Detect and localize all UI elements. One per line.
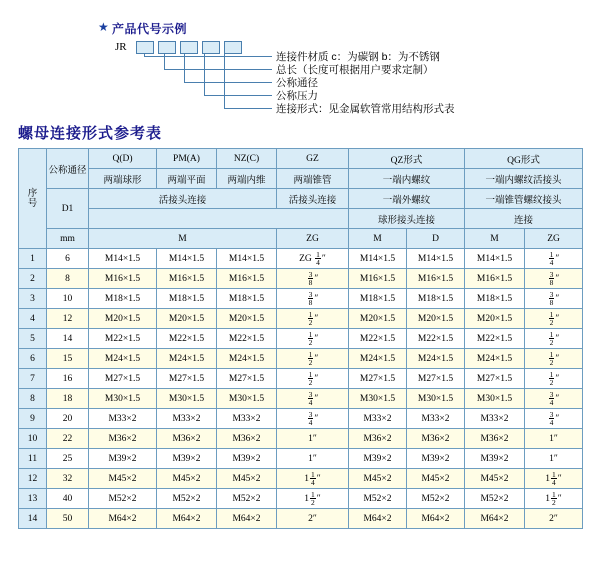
header-group-pm-code: PM(A) [157,149,217,169]
cell-qz-m: M20×1.5 [349,309,407,329]
cell-nz: M33×2 [217,409,277,429]
table-row [19,249,583,269]
leader-line-h5 [224,108,272,109]
cell-qg-m: M14×1.5 [465,249,525,269]
legend-nominal-diameter: 公称通径 [276,77,318,89]
cell-gz: $\frac{3}{4}$ ″ [277,409,349,429]
cell-nz: M45×2 [217,469,277,489]
cell-q: M20×1.5 [89,309,157,329]
cell-q: M52×2 [89,489,157,509]
cell-q: M16×1.5 [89,269,157,289]
cell-gz: $\frac{1}{2}$ ″ [277,349,349,369]
cell-dn: 25 [47,449,89,469]
cell-seq: 2 [19,269,47,289]
header-group-qg-code: QG形式 [465,149,583,169]
cell-qg-zg: $\frac{1}{2}$ ″ [525,349,583,369]
cell-qg-zg: $\frac{1}{2}$ ″ [525,369,583,389]
cell-qz-d: M64×2 [407,509,465,529]
header-d1: D1 [47,189,89,229]
cell-q: M45×2 [89,469,157,489]
cell-qg-zg: 2″ [525,509,583,529]
cell-dn: 18 [47,389,89,409]
cell-q: M27×1.5 [89,369,157,389]
star-icon: ★ [98,20,109,34]
header-gz-type: 两端锥管 [277,169,349,189]
nut-connection-table [18,148,583,529]
cell-qg-m: M22×1.5 [465,329,525,349]
cell-q: M14×1.5 [89,249,157,269]
cell-qg-zg: $\frac{3}{4}$ ″ [525,409,583,429]
cell-qg-m: M52×2 [465,489,525,509]
cell-pm: M30×1.5 [157,389,217,409]
cell-gz: $\frac{3}{4}$ ″ [277,389,349,409]
cell-seq: 11 [19,449,47,469]
cell-qg-m: M24×1.5 [465,349,525,369]
cell-qg-zg: $\frac{3}{8}$ ″ [525,269,583,289]
header-q-joint: 活接头连接 [89,189,277,209]
legend-nominal-pressure: 公称压力 [276,90,318,102]
table-row [19,389,583,409]
cell-seq: 5 [19,329,47,349]
cell-qg-m: M27×1.5 [465,369,525,389]
nut-connection-table-wrapper [18,148,582,529]
cell-qz-d: M36×2 [407,429,465,449]
cell-nz: M39×2 [217,449,277,469]
header-group-nz-code: NZ(C) [217,149,277,169]
cell-dn: 32 [47,469,89,489]
cell-gz: 1″ [277,429,349,449]
code-box-2 [158,41,176,54]
cell-qz-m: M39×2 [349,449,407,469]
header-group-qz-code: QZ形式 [349,149,465,169]
cell-qz-d: M52×2 [407,489,465,509]
cell-qg-zg: $\frac{1}{4}$ ″ [525,249,583,269]
cell-nz: M52×2 [217,489,277,509]
legend-connection-type: 连接形式：见金属软管常用结构形式表 [276,103,455,115]
cell-dn: 6 [47,249,89,269]
cell-pm: M36×2 [157,429,217,449]
cell-nz: M24×1.5 [217,349,277,369]
cell-seq: 12 [19,469,47,489]
cell-qg-m: M33×2 [465,409,525,429]
cell-pm: M22×1.5 [157,329,217,349]
cell-pm: M20×1.5 [157,309,217,329]
cell-qz-d: M27×1.5 [407,369,465,389]
cell-dn: 10 [47,289,89,309]
cell-qg-zg: 1″ [525,429,583,449]
table-row [19,509,583,529]
table-row [19,329,583,349]
table-row [19,269,583,289]
cell-qg-m: M64×2 [465,509,525,529]
cell-qg-zg: $\frac{1}{2}$ ″ [525,309,583,329]
header-unit-m: M [89,229,277,249]
cell-nz: M36×2 [217,429,277,449]
cell-seq: 3 [19,289,47,309]
cell-dn: 22 [47,429,89,449]
cell-pm: M27×1.5 [157,369,217,389]
header-seq [19,149,47,249]
cell-gz: $\frac{3}{8}$ ″ [277,289,349,309]
header-qg-joint: 连接 [465,209,583,229]
cell-qg-m: M16×1.5 [465,269,525,289]
header-pm-type: 两端平面 [157,169,217,189]
header-qz-unit-d: D [407,229,465,249]
cell-gz: $\frac{1}{2}$ ″ [277,309,349,329]
cell-nz: M30×1.5 [217,389,277,409]
cell-q: M30×1.5 [89,389,157,409]
cell-pm: M24×1.5 [157,349,217,369]
header-qg-unit-m: M [465,229,525,249]
cell-qg-m: M39×2 [465,449,525,469]
legend-length: 总长（长度可根据用户要求定制） [276,64,434,76]
cell-pm: M18×1.5 [157,289,217,309]
cell-q: M22×1.5 [89,329,157,349]
cell-gz: 1″ [277,449,349,469]
page-title: 螺母连接形式参考表 [18,125,163,142]
table-header-row-5 [19,229,583,249]
product-code-prefix: JR [115,41,127,53]
cell-q: M18×1.5 [89,289,157,309]
cell-nz: M22×1.5 [217,329,277,349]
header-qg-type1: 一端内螺纹活接头 [465,169,583,189]
cell-dn: 16 [47,369,89,389]
cell-nz: M18×1.5 [217,289,277,309]
table-row [19,349,583,369]
table-row [19,289,583,309]
product-code-diagram [0,0,600,118]
cell-pm: M16×1.5 [157,269,217,289]
cell-pm: M33×2 [157,409,217,429]
leader-line-h4 [204,95,272,96]
cell-dn: 40 [47,489,89,509]
table-row [19,429,583,449]
cell-qz-d: M18×1.5 [407,289,465,309]
header-mm: mm [47,229,89,249]
cell-qg-m: M30×1.5 [465,389,525,409]
cell-qz-m: M64×2 [349,509,407,529]
cell-seq: 14 [19,509,47,529]
header-qz-type1: 一端内螺纹 [349,169,465,189]
cell-qg-m: M20×1.5 [465,309,525,329]
cell-qg-m: M36×2 [465,429,525,449]
cell-qz-m: M30×1.5 [349,389,407,409]
table-row [19,469,583,489]
cell-gz: 1 $\frac{1}{2}$ ″ [277,489,349,509]
cell-pm: M45×2 [157,469,217,489]
table-row [19,309,583,329]
cell-q: M33×2 [89,409,157,429]
header-nz-type: 两端内维 [217,169,277,189]
table-row [19,369,583,389]
header-qz-type2: 一端外螺纹 [349,189,465,209]
diagram-title: 产品代号示例 [112,22,188,36]
leader-line-v3 [184,53,185,82]
cell-gz: $\frac{1}{2}$ ″ [277,329,349,349]
table-header-row-3 [19,189,583,209]
cell-qz-m: M33×2 [349,409,407,429]
cell-dn: 50 [47,509,89,529]
cell-q: M36×2 [89,429,157,449]
cell-qz-m: M22×1.5 [349,329,407,349]
cell-nz: M20×1.5 [217,309,277,329]
cell-qg-m: M18×1.5 [465,289,525,309]
table-header-row-2 [19,169,583,189]
header-qz-joint: 球形接头连接 [349,209,465,229]
cell-seq: 4 [19,309,47,329]
cell-qz-m: M36×2 [349,429,407,449]
cell-nz: M16×1.5 [217,269,277,289]
header-qg-unit-zg: ZG [525,229,583,249]
cell-qz-m: M16×1.5 [349,269,407,289]
table-row [19,409,583,429]
header-group-gz-code: GZ [277,149,349,169]
cell-gz: 2″ [277,509,349,529]
cell-seq: 1 [19,249,47,269]
header-group-q-code: Q(D) [89,149,157,169]
cell-qz-d: M39×2 [407,449,465,469]
cell-qz-d: M20×1.5 [407,309,465,329]
legend-material: 连接件材质 c：为碳钢 b：为不锈钢 [276,51,440,63]
cell-pm: M64×2 [157,509,217,529]
cell-qz-d: M22×1.5 [407,329,465,349]
table-row [19,489,583,509]
product-code-boxes [136,41,242,54]
leader-line-h2 [164,69,272,70]
cell-dn: 8 [47,269,89,289]
cell-nz: M14×1.5 [217,249,277,269]
leader-line-h3 [184,82,272,83]
cell-pm: M52×2 [157,489,217,509]
header-unit-zg: ZG [277,229,349,249]
header-q-type: 两端球形 [89,169,157,189]
header-qg-type2: 一端锥管螺纹接头 [465,189,583,209]
header-dn: 公称通径 [47,149,89,189]
cell-dn: 20 [47,409,89,429]
cell-qz-m: M18×1.5 [349,289,407,309]
cell-qz-d: M24×1.5 [407,349,465,369]
cell-dn: 14 [47,329,89,349]
table-header-row-4 [19,209,583,229]
cell-q: M39×2 [89,449,157,469]
cell-qg-zg: $\frac{3}{8}$ ″ [525,289,583,309]
leader-line-v5 [224,53,225,108]
cell-gz: ZG $\frac{1}{4}$ ″ [277,249,349,269]
cell-qz-d: M30×1.5 [407,389,465,409]
cell-nz: M27×1.5 [217,369,277,389]
cell-qg-zg: 1 $\frac{1}{4}$ ″ [525,469,583,489]
table-row [19,449,583,469]
cell-qg-zg: 1″ [525,449,583,469]
header-qz-unit-m: M [349,229,407,249]
cell-q: M64×2 [89,509,157,529]
cell-qz-d: M45×2 [407,469,465,489]
cell-gz: 1 $\frac{1}{4}$ ″ [277,469,349,489]
cell-qz-d: M14×1.5 [407,249,465,269]
cell-qz-m: M27×1.5 [349,369,407,389]
code-box-3 [180,41,198,54]
cell-dn: 15 [47,349,89,369]
cell-qg-zg: $\frac{1}{2}$ ″ [525,329,583,349]
cell-dn: 12 [47,309,89,329]
leader-line-v2 [164,53,165,69]
header-seq-label: 序 号 [27,187,38,209]
cell-seq: 10 [19,429,47,449]
cell-qg-m: M45×2 [465,469,525,489]
cell-seq: 8 [19,389,47,409]
cell-qz-m: M52×2 [349,489,407,509]
cell-seq: 7 [19,369,47,389]
cell-nz: M64×2 [217,509,277,529]
cell-pm: M39×2 [157,449,217,469]
header-gz-joint: 活接头连接 [277,189,349,209]
leader-line-v4 [204,53,205,95]
cell-gz: $\frac{3}{8}$ ″ [277,269,349,289]
cell-seq: 13 [19,489,47,509]
cell-qz-d: M16×1.5 [407,269,465,289]
cell-qz-m: M14×1.5 [349,249,407,269]
cell-pm: M14×1.5 [157,249,217,269]
code-box-1 [136,41,154,54]
cell-seq: 9 [19,409,47,429]
table-body [19,249,583,529]
code-box-5 [224,41,242,54]
header-spacer [89,209,349,229]
cell-q: M24×1.5 [89,349,157,369]
cell-qz-m: M45×2 [349,469,407,489]
table-header-row-1 [19,149,583,169]
cell-qg-zg: $\frac{3}{4}$ ″ [525,389,583,409]
cell-seq: 6 [19,349,47,369]
cell-qz-d: M33×2 [407,409,465,429]
cell-qz-m: M24×1.5 [349,349,407,369]
cell-qg-zg: 1 $\frac{1}{2}$ ″ [525,489,583,509]
cell-gz: $\frac{1}{2}$ ″ [277,369,349,389]
